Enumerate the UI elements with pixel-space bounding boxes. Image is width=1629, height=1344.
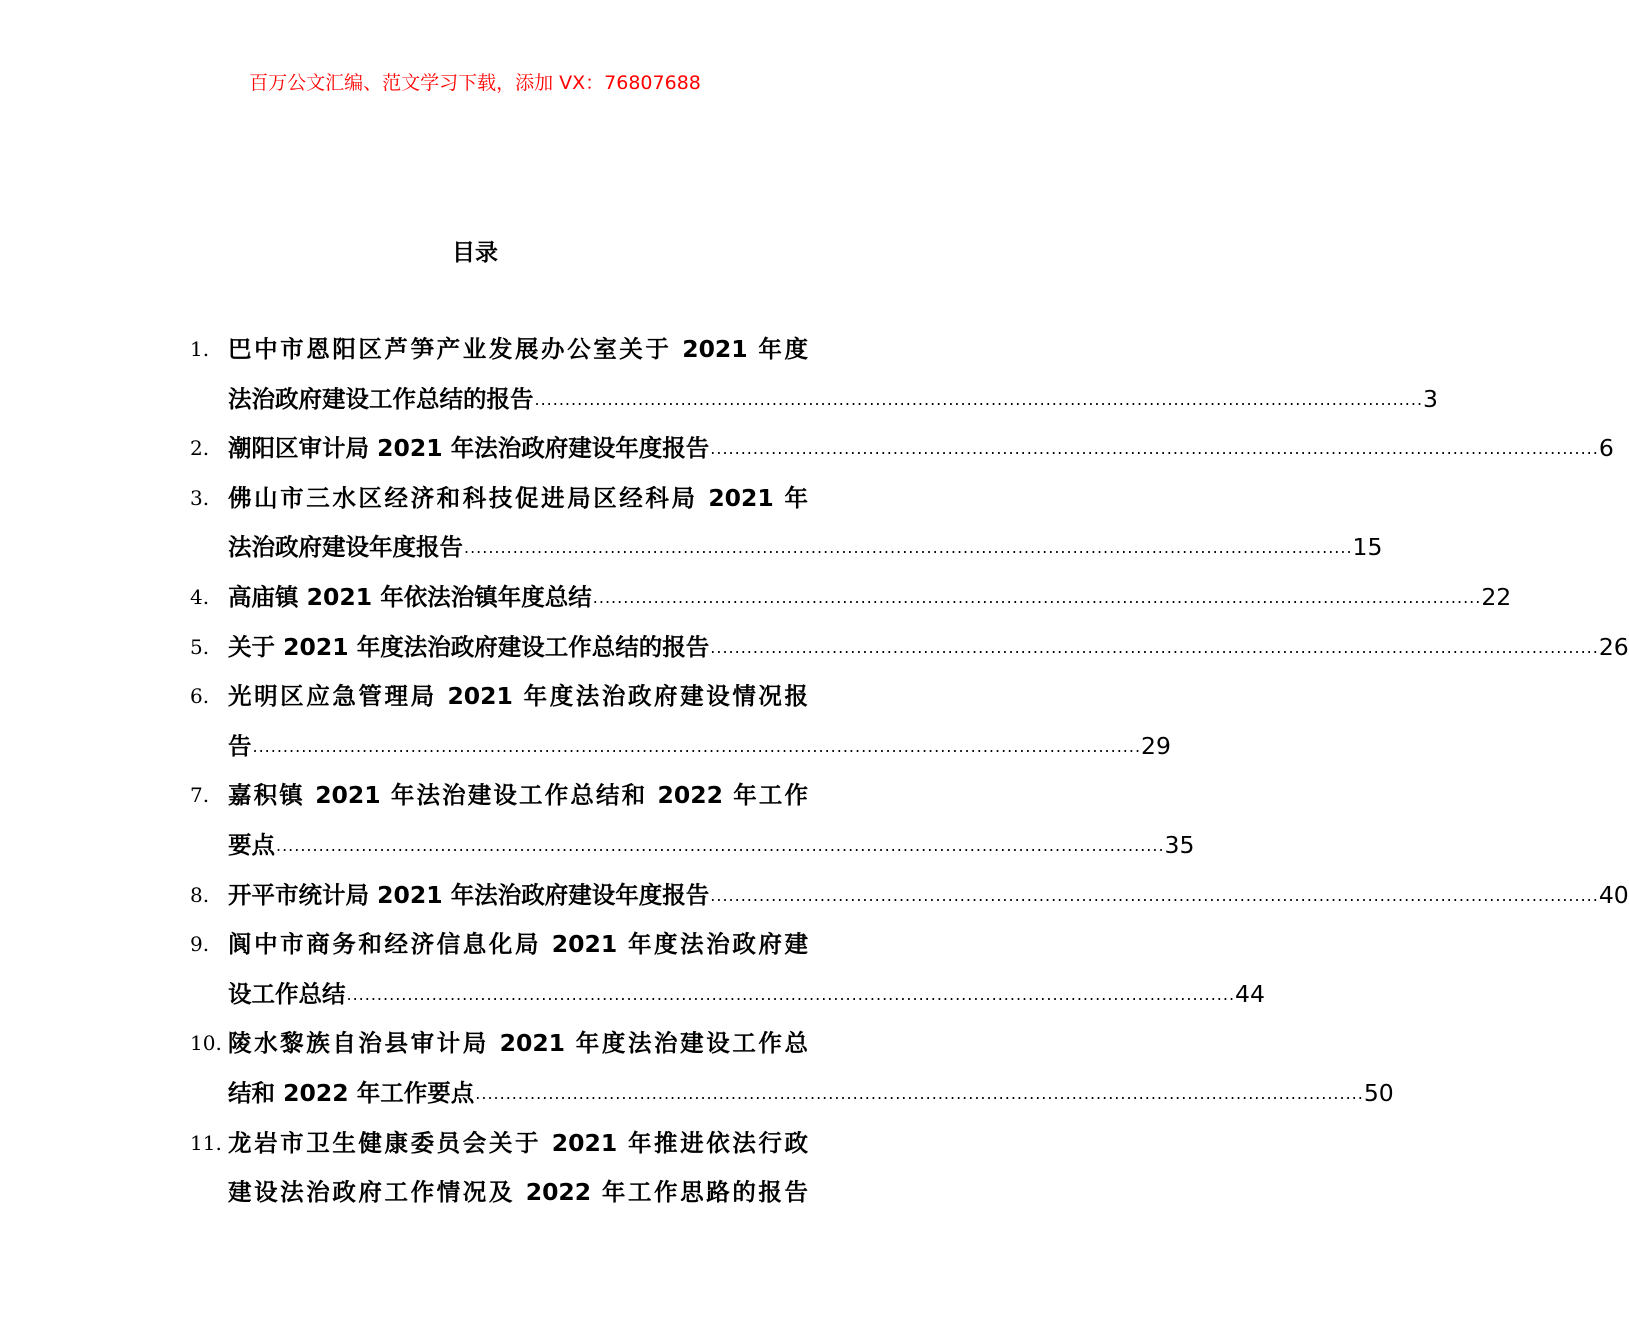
entry-title-line: 龙岩市卫生健康委员会关于 2021 年推进依法行政	[228, 1128, 808, 1157]
dot-leader: ..................................................................................................................................................	[346, 984, 1236, 1004]
entry-page-number: 35	[1164, 830, 1195, 859]
entry-number: 1.	[190, 337, 210, 361]
entry-number: 4.	[190, 584, 210, 609]
toc-entry-2[interactable]	[190, 424, 1614, 474]
entry-number: 2.	[190, 436, 210, 461]
entry-title-line: 法治政府建设年度报告	[228, 533, 463, 562]
toc-entry-10[interactable]	[190, 1019, 1394, 1118]
entry-title-line: 光明区应急管理局 2021 年度法治政府建设情况报	[228, 682, 808, 711]
entry-number: 10.	[190, 1031, 222, 1056]
dot-leader: ..................................................................................................................................................	[252, 736, 1142, 756]
dot-leader: ..................................................................................................................................................	[475, 1083, 1364, 1103]
toc-entry-3[interactable]	[190, 474, 1383, 573]
entry-number: 8.	[190, 882, 210, 907]
entry-title-line: 开平市统计局 2021 年法治政府建设年度报告	[228, 880, 710, 909]
entry-number: 6.	[190, 684, 210, 709]
entry-title-line: 佛山市三水区经济和科技促进局区经科局 2021 年	[228, 483, 808, 512]
entry-page-number: 40	[1598, 880, 1629, 909]
dot-leader: ..................................................................................................................................................	[710, 885, 1599, 905]
dot-leader: ..................................................................................................................................................	[592, 587, 1482, 607]
entry-number: 5.	[190, 634, 210, 659]
entry-title-line: 结和 2022 年工作要点	[228, 1078, 475, 1107]
entry-page-number: 50	[1363, 1078, 1394, 1107]
header-note: 百万公文汇编、范文学习下载，添加 VX：76807688	[249, 72, 701, 94]
toc-entry-11[interactable]	[190, 1119, 808, 1218]
toc-entry-8[interactable]	[190, 871, 1629, 921]
entry-title-line: 要点	[228, 830, 275, 859]
entry-page-number: 44	[1235, 979, 1265, 1008]
entry-title-line: 法治政府建设工作总结的报告	[228, 384, 534, 413]
entry-title-line: 建设法治政府工作情况及 2022 年工作思路的报告	[228, 1178, 808, 1207]
entry-title-line: 巴中市恩阳区芦笋产业发展办公室关于 2021 年度	[228, 335, 808, 363]
dot-leader: ..................................................................................................................................................	[710, 637, 1599, 657]
toc-entry-7[interactable]	[190, 771, 1195, 870]
entry-title-line: 潮阳区审计局 2021 年法治政府建设年度报告	[228, 434, 710, 463]
toc-title: 目录	[452, 240, 498, 266]
toc-entry-5[interactable]	[190, 623, 1629, 673]
entry-page-number: 6	[1598, 434, 1614, 463]
toc-entry-9[interactable]	[190, 920, 1265, 1019]
toc-entry-4[interactable]	[190, 573, 1512, 623]
dot-leader: ..................................................................................................................................................	[464, 538, 1353, 558]
entry-page-number: 3	[1423, 384, 1438, 413]
entry-title-line: 设工作总结	[228, 979, 346, 1008]
entry-title-line: 告	[228, 731, 252, 760]
entry-number: 7.	[190, 783, 210, 808]
entry-title-line: 嘉积镇 2021 年法治建设工作总结和 2022 年工作	[228, 781, 808, 810]
entry-title-line: 高庙镇 2021 年依法治镇年度总结	[228, 582, 592, 611]
dot-leader: ..................................................................................................................................................	[710, 439, 1599, 459]
entry-title-line: 陵水黎族自治县审计局 2021 年度法治建设工作总	[228, 1029, 808, 1058]
toc-entry-1[interactable]	[190, 325, 1438, 424]
entry-title-line: 阆中市商务和经济信息化局 2021 年度法治政府建	[228, 930, 808, 959]
entry-title-line: 关于 2021 年度法治政府建设工作总结的报告	[228, 632, 710, 661]
entry-number: 11.	[190, 1130, 222, 1155]
table-of-contents	[190, 325, 1629, 1218]
entry-page-number: 29	[1141, 731, 1171, 760]
entry-number: 3.	[190, 485, 210, 510]
entry-page-number: 26	[1598, 632, 1629, 661]
toc-entry-6[interactable]	[190, 672, 1171, 771]
entry-page-number: 22	[1481, 582, 1512, 611]
entry-page-number: 15	[1352, 533, 1383, 562]
dot-leader: ..................................................................................................................................................	[534, 389, 1424, 409]
entry-number: 9.	[190, 932, 210, 957]
dot-leader: ..................................................................................................................................................	[276, 835, 1165, 855]
